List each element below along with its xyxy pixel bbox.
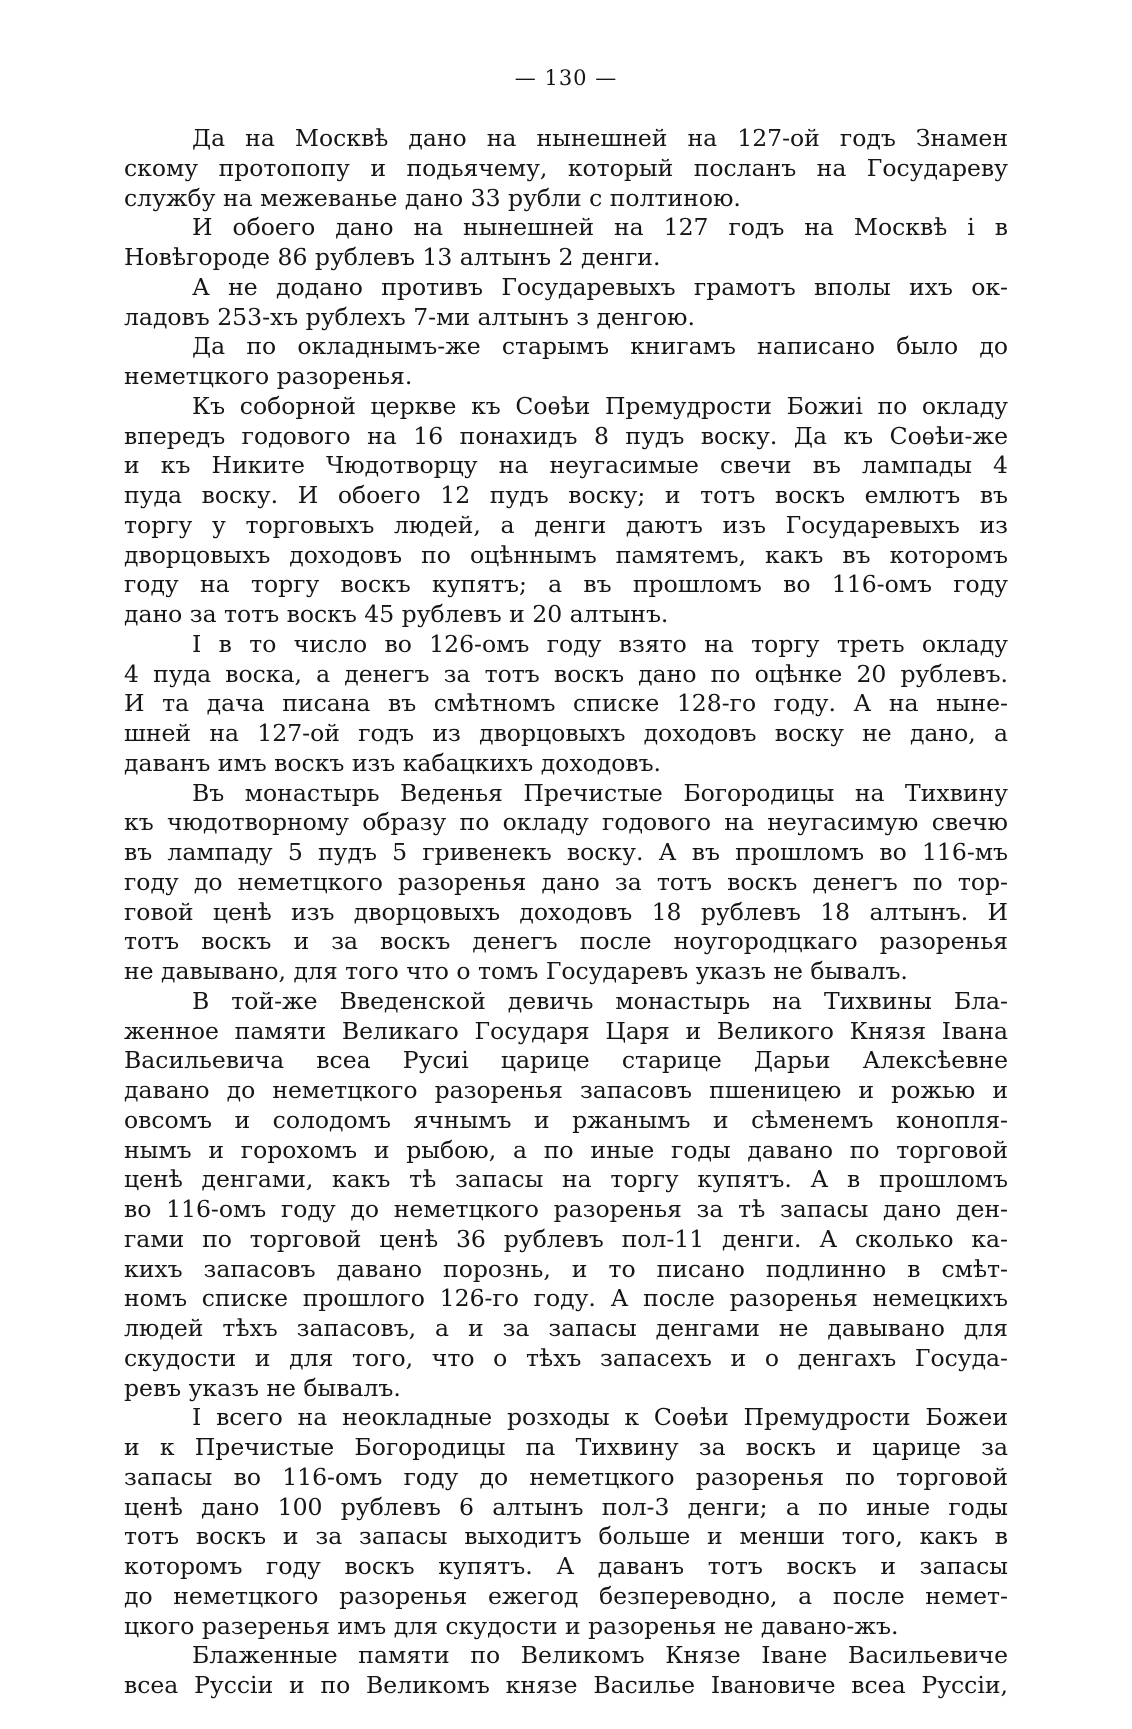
text-line: Новѣгороде 86 рублевъ 13 алтынъ 2 денги. bbox=[124, 243, 661, 271]
text-line: ценѣ дано 100 рублевъ 6 алтынъ пол-3 денги; а по иные годы bbox=[124, 1492, 1008, 1521]
text-line: женное памяти Великаго Государя Царя и Великого Князя Івана bbox=[124, 1016, 1008, 1045]
text-line: году до неметцкого разоренья дано за тотъ воскъ денегъ по тор- bbox=[124, 867, 1008, 896]
body-text bbox=[124, 124, 1008, 1701]
text-line: впередъ годового на 16 понахидъ 8 пудъ воску. Да къ Соѳѣи-же bbox=[124, 421, 1008, 450]
text-line: Да по окладнымъ-же старымъ книгамъ написано было до bbox=[192, 332, 1008, 361]
text-line: Васильевича всеа Русиі царице старице Дарьи Алексѣевне bbox=[124, 1046, 1008, 1075]
text-line: скому протопопу и подьячему, который посланъ на Государеву bbox=[124, 153, 1008, 182]
text-line: говой ценѣ изъ дворцовыхъ доходовъ 18 рублевъ 18 алтынъ. И bbox=[124, 897, 1008, 926]
text-line: гами по торговой ценѣ 36 рублевъ пол-11 денги. А сколько ка- bbox=[124, 1224, 1008, 1253]
text-line: въ лампаду 5 пудъ 5 гривенекъ воску. А въ прошломъ во 116-мъ bbox=[124, 838, 1008, 866]
text-line: до неметцкого разоренья ежегод безпереводно, а после немет- bbox=[124, 1581, 1008, 1610]
text-line: даванъ имъ воскъ изъ кабацкихъ доходовъ. bbox=[124, 748, 662, 777]
text-line: и къ Никите Чюдотворцу на неугасимые свечи въ лампады 4 bbox=[124, 451, 1008, 480]
text-line: давано до неметцкого разоренья запасовъ пшеницею и рожью и bbox=[124, 1076, 1008, 1104]
text-line: цкого разеренья имъ для скудости и разоренья не давано-жъ. bbox=[124, 1611, 899, 1640]
text-line: ладовъ 253-хъ рублехъ 7-ми алтынъ з денгою. bbox=[124, 302, 695, 331]
text-line: тотъ воскъ и за запасы выходитъ больше и менши того, какъ в bbox=[124, 1522, 1008, 1551]
text-line: номъ списке прошлого 126-го году. А после разоренья немецкихъ bbox=[124, 1284, 1008, 1313]
text-line: Въ монастырь Веденья Пречистые Богородицы на Тихвину bbox=[192, 778, 1008, 807]
text-line: запасы во 116-омъ году до неметцкого разоренья по торговой bbox=[124, 1462, 1008, 1491]
text-line: всеа Руссіи и по Великомъ князе Василье Івановиче всеа Руссіи, bbox=[124, 1671, 1008, 1699]
text-line: Да на Москвѣ дано на нынешней на 127-ой годъ Знамен bbox=[192, 124, 1008, 152]
text-line: И та дача писана въ смѣтномъ списке 128-го году. А на ныне- bbox=[124, 689, 1008, 718]
text-line: Блаженные памяти по Великомъ Князе Іване Васильевиче bbox=[192, 1641, 1008, 1670]
text-line: людей тѣхъ запасовъ, а и за запасы денгами не давывано для bbox=[124, 1314, 1008, 1342]
text-line: тотъ воскъ и за воскъ денегъ после ноугородцкаго разоренья bbox=[124, 927, 1008, 956]
text-line: не давывано, для того что о томъ Государевъ указъ не бывалъ. bbox=[124, 957, 908, 985]
text-line: скудости и для того, что о тѣхъ запасехъ и о денгахъ Госуда- bbox=[124, 1343, 1008, 1372]
text-line: году на торгу воскъ купятъ; а въ прошломъ во 116-омъ году bbox=[124, 570, 1008, 599]
text-line: И обоего дано на нынешней на 127 годъ на Москвѣ і в bbox=[192, 213, 1008, 242]
text-line: и к Пречистые Богородицы па Тихвину за воскъ и царице за bbox=[124, 1433, 1008, 1461]
page-number: — 130 — bbox=[514, 66, 618, 90]
text-line: І всего на неокладные розходы к Соѳѣи Премудрости Божеи bbox=[192, 1403, 1008, 1432]
text-line: которомъ году воскъ купятъ. А даванъ тотъ воскъ и запасы bbox=[124, 1552, 1008, 1580]
text-line: неметцкого разоренья. bbox=[124, 362, 413, 390]
text-line: В той-же Введенской девичь монастырь на Тихвины Бла- bbox=[192, 986, 1008, 1015]
text-line: дворцовыхъ доходовъ по оцѣннымъ памятемъ, какъ въ которомъ bbox=[124, 540, 1008, 569]
text-line: пуда воску. И обоего 12 пудъ воску; и тотъ воскъ емлютъ въ bbox=[124, 481, 1008, 509]
text-line: шней на 127-ой годъ из дворцовыхъ доходовъ воску не дано, а bbox=[124, 719, 1008, 747]
text-line: овсомъ и солодомъ ячнымъ и ржанымъ и сѣменемъ конопля- bbox=[124, 1105, 1008, 1134]
text-line: ценѣ денгами, какъ тѣ запасы на торгу купятъ. А в прошломъ bbox=[124, 1165, 1008, 1194]
text-line: во 116-омъ году до неметцкого разоренья за тѣ запасы дано ден- bbox=[124, 1195, 1008, 1223]
text-line: кихъ запасовъ давано порознь, и то писано подлинно в смѣт- bbox=[124, 1254, 1008, 1283]
text-line: службу на межеванье дано 33 рубли с полтиною. bbox=[124, 183, 741, 212]
text-line: Къ соборной церкве къ Соѳѣи Премудрости Божиі по окладу bbox=[192, 391, 1008, 420]
text-line: ревъ указъ не бывалъ. bbox=[124, 1373, 401, 1402]
text-line: А не додано противъ Государевыхъ грамотъ вполы ихъ ок- bbox=[192, 272, 1008, 301]
text-line: 4 пуда воска, а денегъ за тотъ воскъ дано по оцѣнке 20 рублевъ. bbox=[124, 659, 1008, 688]
text-line: дано за тотъ воскъ 45 рублевъ и 20 алтынъ. bbox=[124, 600, 669, 628]
text-line: нымъ и горохомъ и рыбою, а по иные годы давано по торговой bbox=[124, 1135, 1008, 1164]
text-line: торгу у торговыхъ людей, а денги даютъ изъ Государевыхъ из bbox=[124, 510, 1008, 539]
text-line: І в то число во 126-омъ году взято на торгу треть окладу bbox=[192, 629, 1008, 658]
text-line: къ чюдотворному образу по окладу годового на неугасимую свечю bbox=[124, 808, 1008, 837]
